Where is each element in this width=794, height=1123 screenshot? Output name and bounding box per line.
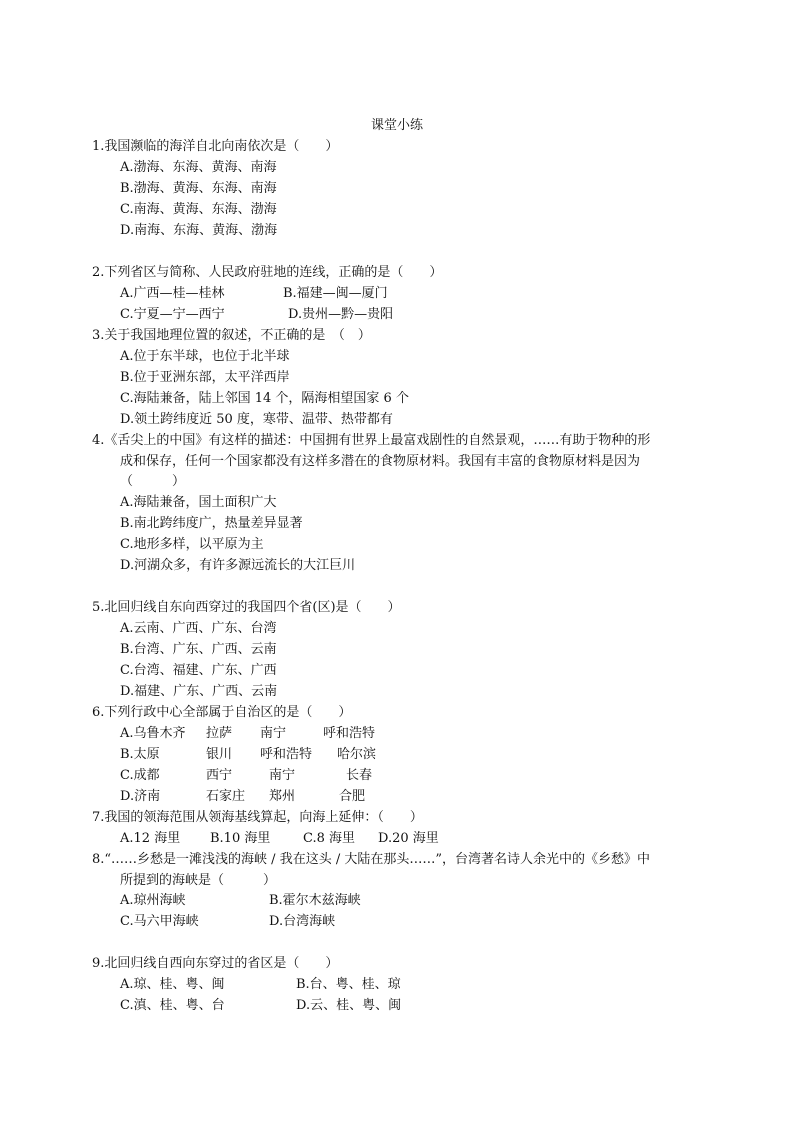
question-4-option-a: A.海陆兼备，国土面积广大 — [120, 495, 277, 510]
question-4-option-d: D.河湖众多，有许多源远流长的大江巨川 — [120, 558, 356, 573]
question-9-option-d: D.云、桂、粤、闽 — [296, 998, 402, 1013]
question-1-stem: 1.我国濒临的海洋自北向南依次是（ ） — [92, 139, 339, 154]
question-6-option-d-city-2: 石家庄 — [206, 789, 246, 804]
question-6-option-c-city-4: 长春 — [346, 768, 373, 783]
question-5-option-a: A.云南、广西、广东、台湾 — [120, 621, 277, 636]
question-9-stem: 9.北回归线自西向东穿过的省区是（ ） — [92, 956, 339, 971]
question-3-option-b: B.位于亚洲东部，太平洋西岸 — [120, 370, 290, 385]
question-6-option-a-city-4: 呼和浩特 — [323, 726, 376, 741]
question-9-option-c: C.滇、桂、粤、台 — [120, 998, 225, 1013]
question-7-option-c: C.8 海里 — [303, 831, 356, 846]
question-6-option-d — [120, 787, 420, 807]
question-4-stem-line-1: 4.《舌尖上的中国》有这样的描述：中国拥有世界上最富戏剧性的自然景观，……有助于物种的形 — [92, 433, 651, 448]
question-8-option-d: D.台湾海峡 — [269, 914, 336, 929]
question-2-option-b: B.福建—闽—厦门 — [283, 286, 388, 301]
question-6-option-a-city-1: A.乌鲁木齐 — [120, 726, 186, 741]
question-7-option-d: D.20 海里 — [378, 831, 439, 846]
question-6-option-b — [120, 745, 420, 765]
question-4-option-b: B.南北跨纬度广，热量差异显著 — [120, 516, 303, 531]
question-6-option-c — [120, 766, 420, 786]
question-5-option-c: C.台湾、福建、广东、广西 — [120, 663, 277, 678]
question-6-option-d-city-3: 郑州 — [269, 789, 296, 804]
question-6-option-d-city-4: 合肥 — [339, 789, 366, 804]
question-5-stem: 5.北回归线自东向西穿过的我国四个省(区)是（ ） — [92, 600, 401, 615]
question-5-option-b: B.台湾、广东、广西、云南 — [120, 642, 277, 657]
question-6-option-c-city-1: C.成都 — [120, 768, 160, 783]
question-2-option-c: C.宁夏—宁—西宁 — [120, 307, 225, 322]
question-8-stem-line-1: 8.“……乡愁是一滩浅浅的海峡 / 我在这头 / 大陆在那头……”，台湾著名诗人余光中的《乡愁》中 — [92, 852, 650, 867]
question-6-option-b-city-4: 哈尔滨 — [337, 747, 377, 762]
question-6-option-b-city-1: B.太原 — [120, 747, 160, 762]
question-4-stem-line-2: 成和保存，任何一个国家都没有这样多潜在的食物原材料。我国有丰富的食物原材料是因为 — [120, 454, 641, 469]
question-6-stem: 6.下列行政中心全部属于自治区的是（ ） — [92, 705, 352, 720]
question-3-option-d: D.领土跨纬度近 50 度，寒带、温带、热带都有 — [120, 412, 393, 427]
question-2-option-d: D.贵州—黔—贵阳 — [288, 307, 394, 322]
question-8-option-c: C.马六甲海峡 — [120, 914, 199, 929]
question-3-option-c: C.海陆兼备，陆上邻国 14 个，隔海相望国家 6 个 — [120, 391, 409, 406]
question-6-option-c-city-3: 南宁 — [269, 768, 296, 783]
question-9-option-b: B.台、粤、桂、琼 — [296, 977, 401, 992]
question-6-option-b-city-3: 呼和浩特 — [260, 747, 313, 762]
question-8-option-a: A.琼州海峡 — [120, 893, 186, 908]
question-6-option-c-city-2: 西宁 — [206, 768, 233, 783]
question-1-option-c: C.南海、黄海、东海、渤海 — [120, 202, 277, 217]
question-7-option-a: A.12 海里 — [120, 831, 181, 846]
question-8-stem-line-2: 所提到的海峡是（ ） — [120, 873, 277, 888]
question-2-stem: 2.下列省区与简称、人民政府驻地的连线，正确的是（ ） — [92, 265, 443, 280]
page-title: 课堂小练 — [370, 118, 423, 133]
question-9-option-a: A.琼、桂、粤、闽 — [120, 977, 225, 992]
question-3-option-a: A.位于东半球，也位于北半球 — [120, 349, 290, 364]
question-7-stem: 7.我国的领海范围从领海基线算起，向海上延伸：（ ） — [92, 810, 423, 825]
question-4-option-c: C.地形多样，以平原为主 — [120, 537, 264, 552]
question-4-stem-line-3: （ ） — [120, 474, 186, 489]
question-1-option-b: B.渤海、黄海、东海、南海 — [120, 181, 277, 196]
question-6-option-b-city-2: 银川 — [206, 747, 233, 762]
question-1-option-d: D.南海、东海、黄海、渤海 — [120, 223, 278, 238]
question-5-option-d: D.福建、广东、广西、云南 — [120, 684, 278, 699]
question-2-option-a: A.广西—桂—桂林 — [120, 286, 225, 301]
question-6-option-a-city-3: 南宁 — [260, 726, 287, 741]
question-6-option-a-city-2: 拉萨 — [206, 726, 233, 741]
question-1-option-a: A.渤海、东海、黄海、南海 — [120, 160, 277, 175]
question-8-option-b: B.霍尔木兹海峡 — [269, 893, 361, 908]
question-3-stem: 3.关于我国地理位置的叙述，不正确的是 （ ） — [92, 328, 371, 343]
question-6-option-d-city-1: D.济南 — [120, 789, 161, 804]
question-6-option-a — [120, 724, 420, 744]
question-7-option-b: B.10 海里 — [210, 831, 271, 846]
